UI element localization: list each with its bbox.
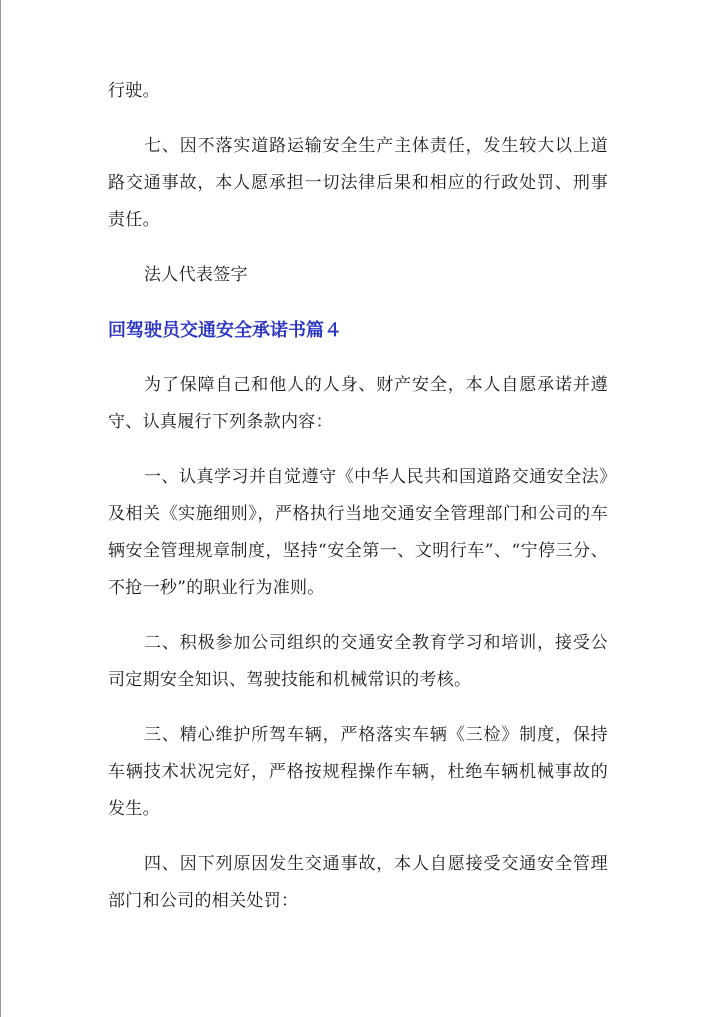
- intro-paragraph: 为了保障自己和他人的人身、财产安全，本人自愿承诺并遵守、认真履行下列条款内容：: [108, 375, 608, 432]
- section-heading: 回驾驶员交通安全承诺书篇４: [108, 320, 342, 340]
- clause-two: 二、积极参加公司组织的交通安全教育学习和培训，接受公司定期安全知识、驾驶技能和机械常识的考核。: [108, 633, 608, 690]
- clause-four: 四、因下列原因发生交通事故，本人自愿接受交通安全管理部门和公司的相关处罚：: [108, 854, 608, 911]
- clause-seven: 七、因不落实道路运输安全生产主体责任，发生较大以上道路交通事故，本人愿承担一切法律后果和相应的行政处罚、刑事责任。: [108, 136, 608, 230]
- clause-three: 三、精心维护所驾车辆，严格落实车辆《三检》制度，保持车辆技术状况完好，严格按规程操作车辆，杜绝车辆机械事故的发生。: [108, 725, 608, 819]
- document-body: [108, 73, 608, 938]
- clause-one: 一、认真学习并自觉遵守《中华人民共和国道路交通安全法》及相关《实施细则》，严格执行当地交通安全管理部门和公司的车辆安全管理规章制度，坚持“安全第一、文明行车”、“宁停三分、不抢一秒”的职业行为准则。: [108, 467, 608, 598]
- signature-label: 法人代表签字: [144, 265, 248, 285]
- continuation-text: 行驶。: [108, 81, 160, 101]
